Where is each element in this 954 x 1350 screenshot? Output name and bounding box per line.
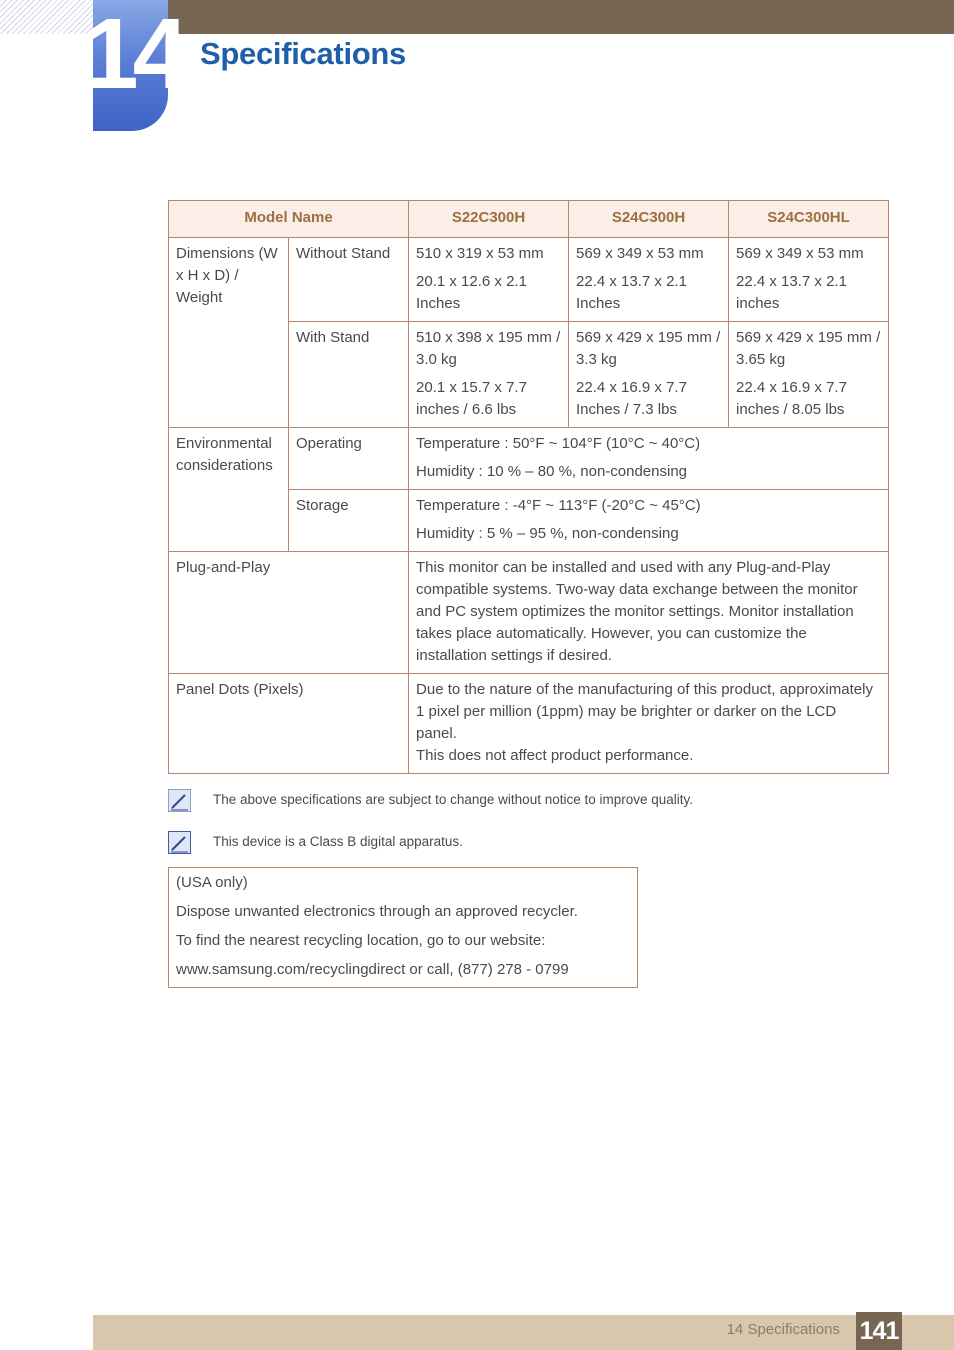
footer-section-label: 14 Specifications bbox=[726, 1321, 840, 1338]
storage-label: Storage bbox=[289, 490, 409, 552]
panel-dots-text-2: This does not affect product performance. bbox=[416, 747, 694, 764]
chapter-number: 14 bbox=[83, 0, 183, 110]
cell bbox=[409, 322, 569, 428]
chapter-badge bbox=[83, 0, 183, 131]
panel-dots-label: Panel Dots (Pixels) bbox=[169, 674, 409, 774]
cell-value: 20.1 x 15.7 x 7.7 inches / 6.6 lbs bbox=[416, 379, 527, 418]
cell bbox=[569, 322, 729, 428]
plug-and-play-label: Plug-and-Play bbox=[169, 552, 409, 674]
table-row bbox=[169, 238, 889, 322]
header-bar bbox=[95, 0, 954, 34]
cell-value: 569 x 349 x 53 mm bbox=[576, 245, 704, 262]
operating-temperature: Temperature : 50°F ~ 104°F (10°C ~ 40°C) bbox=[416, 435, 701, 452]
cell bbox=[409, 490, 889, 552]
operating-label: Operating bbox=[289, 428, 409, 490]
page-title: Specifications bbox=[200, 36, 406, 71]
environment-label: Environmental considerations bbox=[169, 428, 289, 552]
cell-value: 22.4 x 16.9 x 7.7 inches / 8.05 lbs bbox=[736, 379, 847, 418]
cell-value: 569 x 349 x 53 mm bbox=[736, 245, 864, 262]
cell-value: 22.4 x 13.7 x 2.1 Inches bbox=[576, 273, 687, 312]
header-model-name: Model Name bbox=[169, 201, 409, 238]
cell-value: 22.4 x 13.7 x 2.1 inches bbox=[736, 273, 847, 312]
header-s22c300h: S22C300H bbox=[409, 201, 569, 238]
note-pencil-icon bbox=[168, 831, 191, 854]
plug-and-play-text: This monitor can be installed and used with any Plug-and-Play compatible systems. Two-way data exchange between the monitor and PC system optimizes the monitor settings. Monitor installation takes place automatically. However, you can customize the installation settings if desired. bbox=[409, 552, 889, 674]
cell-value: 22.4 x 16.9 x 7.7 Inches / 7.3 lbs bbox=[576, 379, 687, 418]
table-row bbox=[169, 552, 889, 674]
cell bbox=[409, 238, 569, 322]
spec-table bbox=[168, 200, 889, 774]
with-stand-label: With Stand bbox=[289, 322, 409, 428]
note-text: The above specifications are subject to change without notice to improve quality. bbox=[213, 792, 694, 807]
cell bbox=[409, 674, 889, 774]
table-header-row bbox=[169, 201, 889, 238]
recycling-line: To find the nearest recycling location, go to our website: bbox=[176, 932, 546, 949]
header-hatch-pattern bbox=[0, 0, 95, 34]
cell bbox=[729, 322, 889, 428]
recycling-line: www.samsung.com/recyclingdirect or call, (877) 278 - 0799 bbox=[176, 961, 569, 978]
operating-humidity: Humidity : 10 % – 80 %, non-condensing bbox=[416, 463, 688, 480]
recycling-line: (USA only) bbox=[176, 874, 248, 891]
header-s24c300hl: S24C300HL bbox=[729, 201, 889, 238]
cell-value: 510 x 398 x 195 mm / 3.0 kg bbox=[416, 329, 561, 368]
cell bbox=[569, 238, 729, 322]
cell bbox=[409, 428, 889, 490]
recycling-info-box bbox=[168, 867, 638, 988]
cell bbox=[729, 238, 889, 322]
recycling-line: Dispose unwanted electronics through an approved recycler. bbox=[176, 903, 578, 920]
note-pencil-icon bbox=[168, 789, 191, 812]
cell-value: 510 x 319 x 53 mm bbox=[416, 245, 544, 262]
header-s24c300h: S24C300H bbox=[569, 201, 729, 238]
table-row bbox=[169, 428, 889, 490]
without-stand-label: Without Stand bbox=[289, 238, 409, 322]
cell-value: 20.1 x 12.6 x 2.1 Inches bbox=[416, 273, 527, 312]
table-row bbox=[169, 674, 889, 774]
storage-humidity: Humidity : 5 % – 95 %, non-condensing bbox=[416, 525, 679, 542]
storage-temperature: Temperature : -4°F ~ 113°F (-20°C ~ 45°C) bbox=[416, 497, 701, 514]
note-text: This device is a Class B digital apparatus. bbox=[213, 834, 463, 849]
cell-value: 569 x 429 x 195 mm / 3.65 kg bbox=[736, 329, 881, 368]
panel-dots-text: Due to the nature of the manufacturing of this product, approximately 1 pixel per million (1ppm) may be brighter or darker on the LCD panel. bbox=[416, 681, 873, 742]
page-number: 141 bbox=[856, 1312, 902, 1350]
cell-value: 569 x 429 x 195 mm / 3.3 kg bbox=[576, 329, 721, 368]
dimensions-label: Dimensions (W x H x D) / Weight bbox=[169, 238, 289, 428]
